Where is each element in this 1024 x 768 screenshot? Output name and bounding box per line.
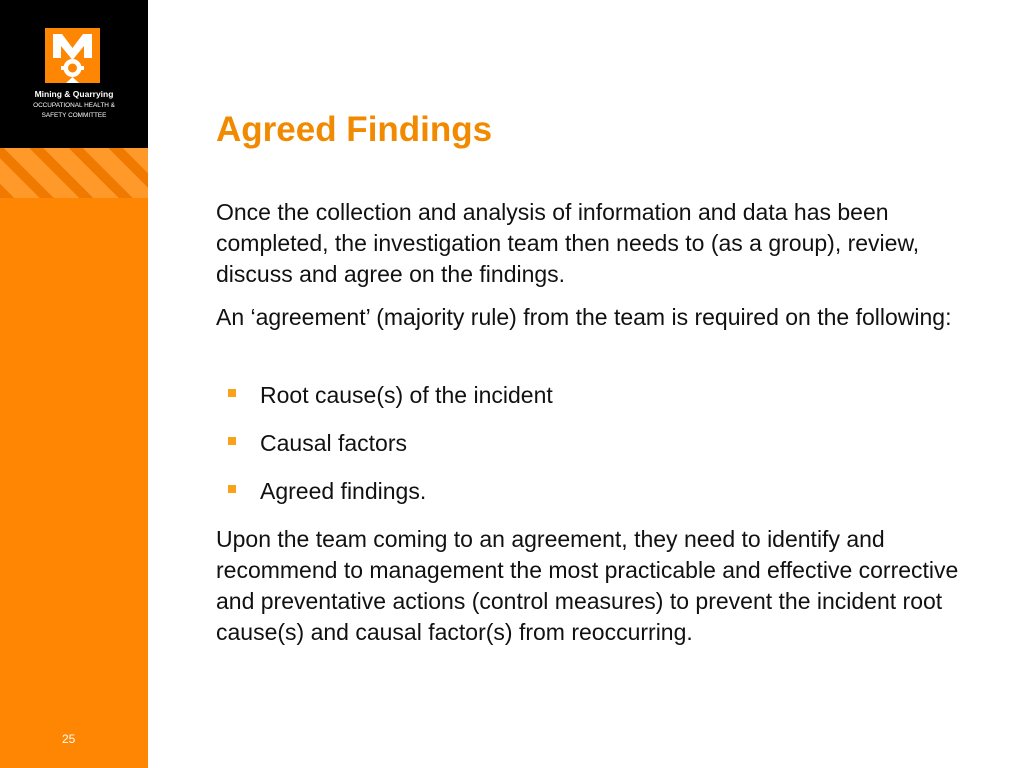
- mq-logo-icon: [45, 28, 100, 83]
- org-subtitle-line1: OCCUPATIONAL HEALTH &: [33, 102, 115, 109]
- paragraph-recommendation: Upon the team coming to an agreement, they need to identify and recommend to management the most practicable and effective corrective and preventative actions (control measures) to prevent the incident root cause(s) and causal factor(s) from reoccurring.: [216, 526, 959, 645]
- org-subtitle-line2: SAFETY COMMITTEE: [41, 112, 107, 119]
- square-bullet-icon: [228, 437, 236, 445]
- list-item-text: Root cause(s) of the incident: [260, 382, 553, 408]
- paragraph-intro: Once the collection and analysis of information and data has been completed, the investigation team then needs to (as a group), review, discuss and agree on the findings.: [216, 199, 920, 287]
- sidebar: [0, 0, 148, 768]
- list-item-text: Agreed findings.: [260, 478, 427, 504]
- decorative-stripes: [0, 148, 148, 198]
- slide-title: Agreed Findings: [216, 110, 493, 149]
- logo-block: [0, 0, 148, 148]
- square-bullet-icon: [228, 389, 236, 397]
- square-bullet-icon: [228, 485, 236, 493]
- page-number: 25: [62, 732, 76, 746]
- org-name: Mining & Quarrying: [34, 89, 114, 99]
- paragraph-agreement: An ‘agreement’ (majority rule) from the team is required on the following:: [216, 304, 952, 330]
- list-item-text: Causal factors: [260, 430, 408, 456]
- org-subtitle: [0, 101, 148, 121]
